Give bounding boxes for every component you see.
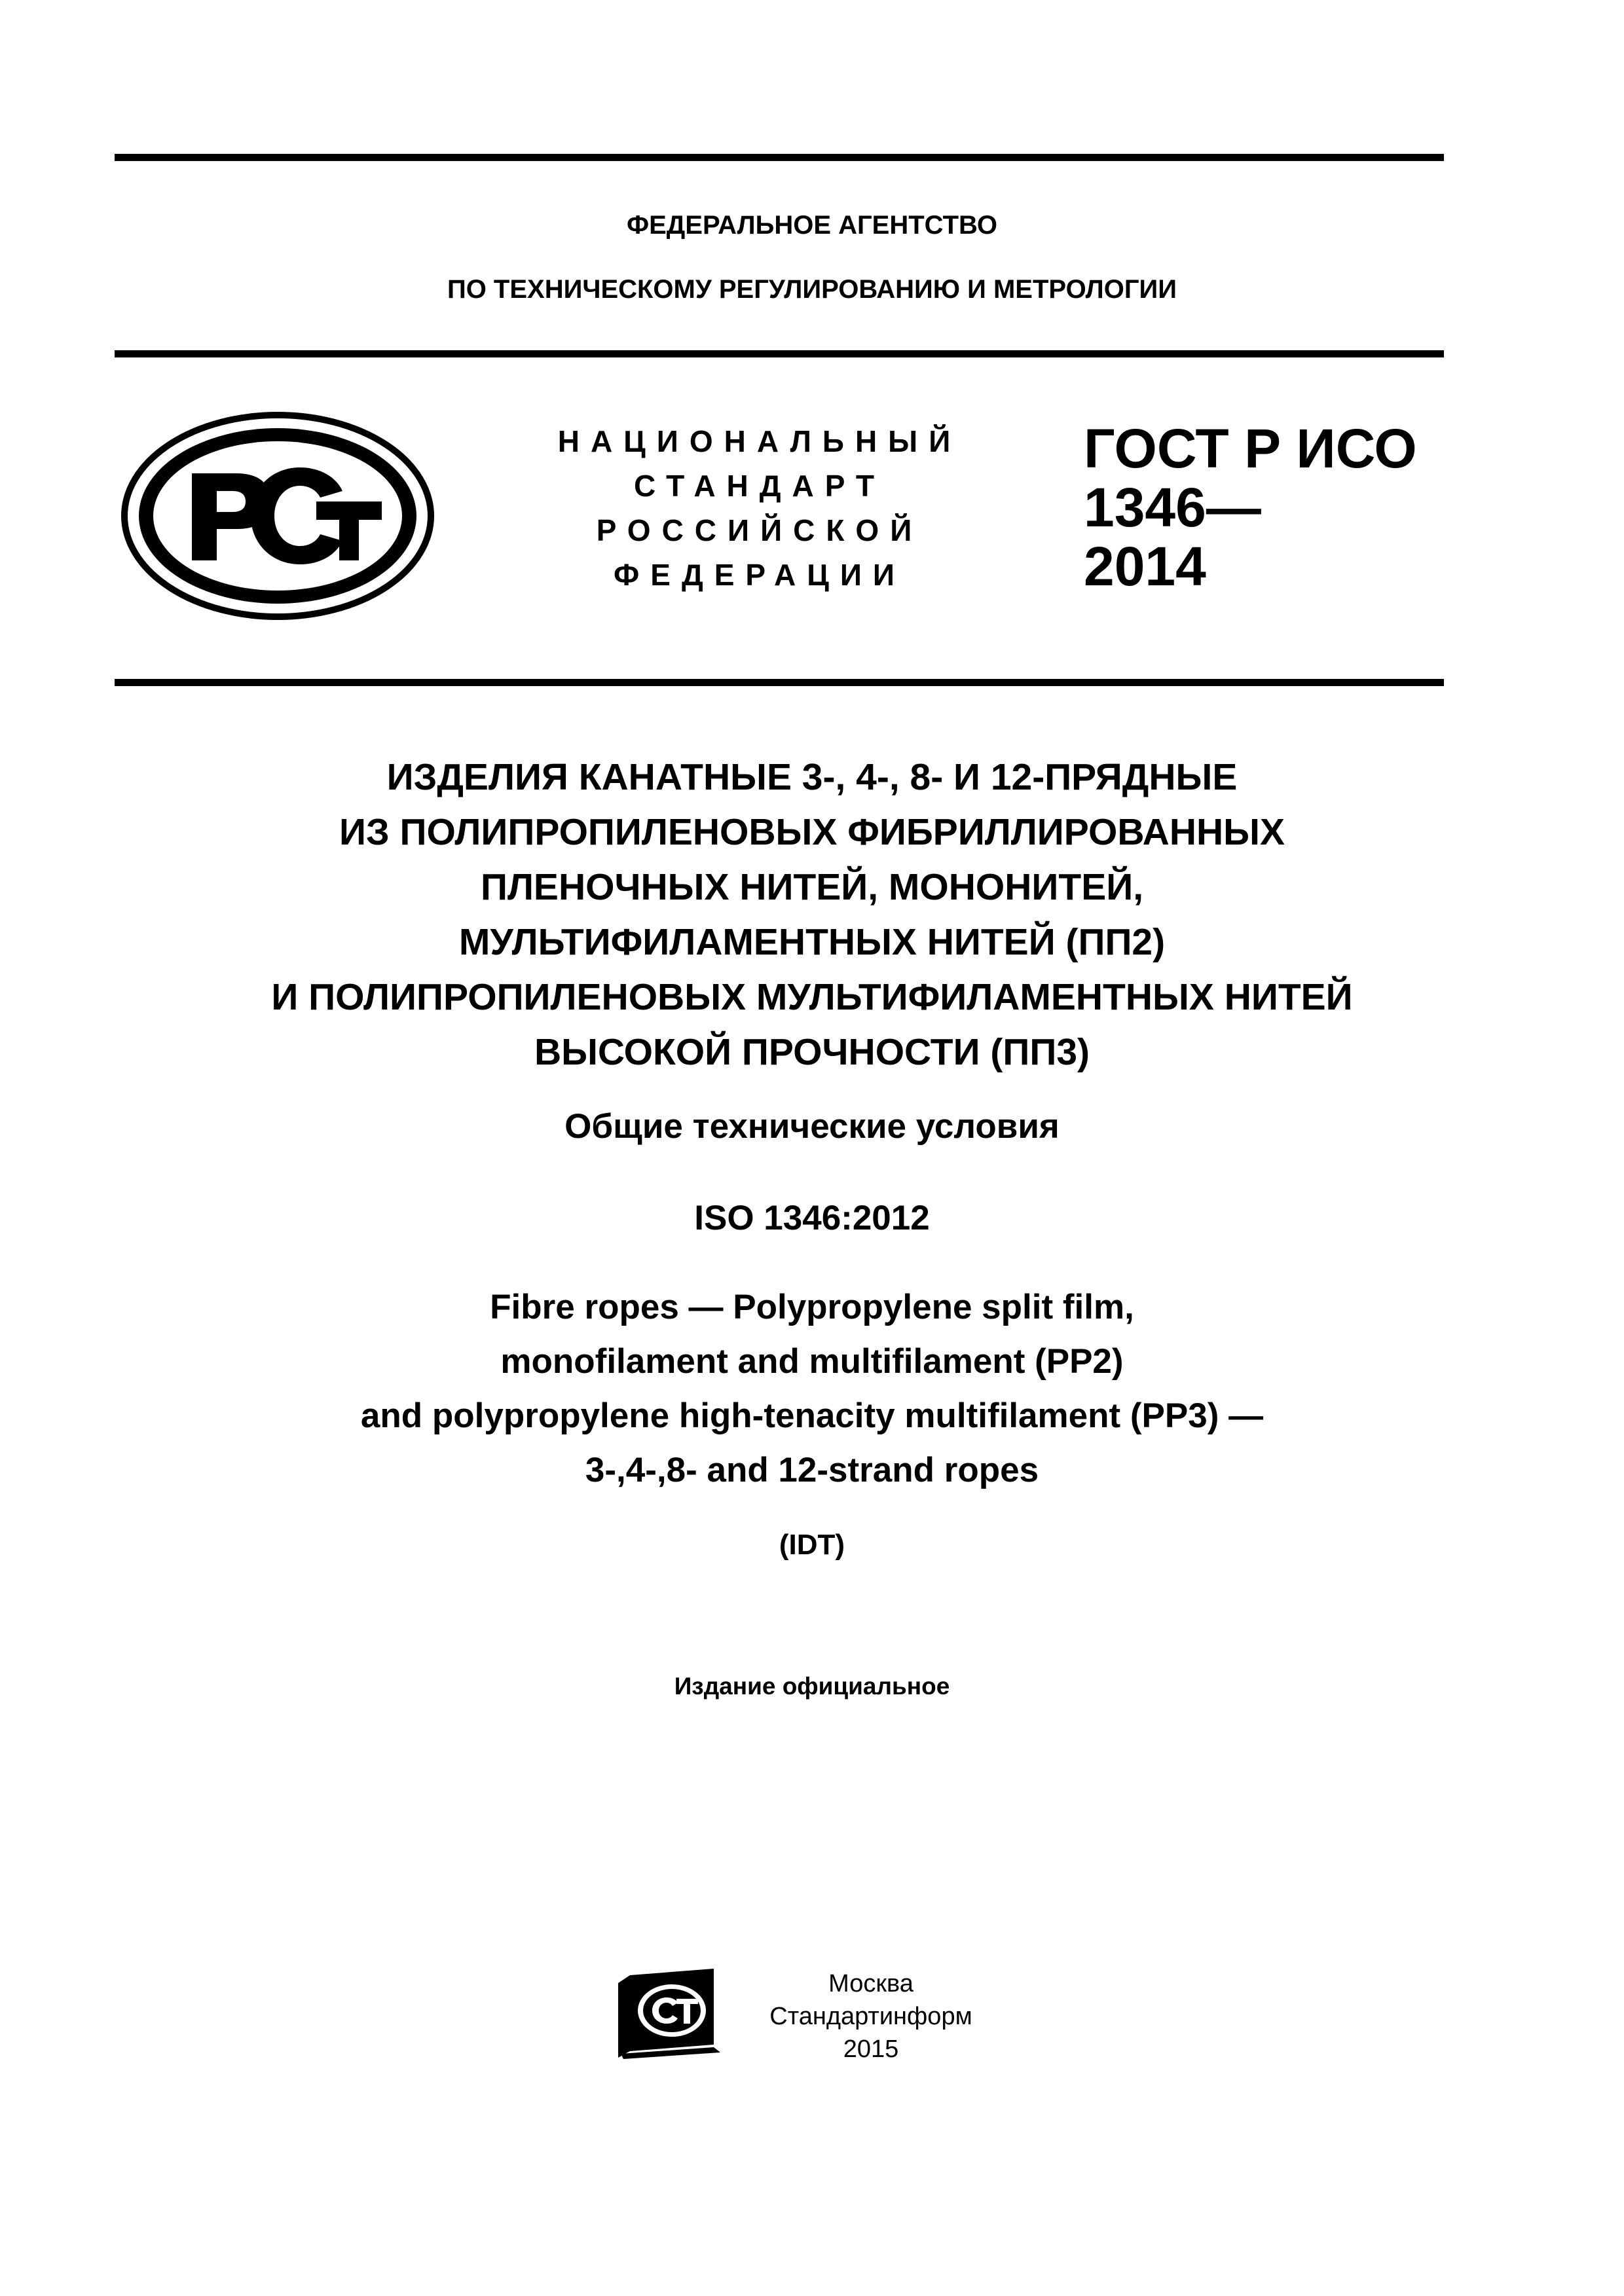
agency-line-2: ПО ТЕХНИЧЕСКОМУ РЕГУЛИРОВАНИЮ И МЕТРОЛОГИИ xyxy=(447,275,1177,304)
russian-title xyxy=(0,750,1624,1080)
en-title-line-4: 3-,4-,8- and 12-strand ropes xyxy=(585,1451,1039,1489)
publisher-block xyxy=(740,1967,1002,2066)
ru-title-line-2: ИЗ ПОЛИПРОПИЛЕНОВЫХ ФИБРИЛЛИРОВАННЫХ xyxy=(339,811,1285,853)
iso-reference: ISO 1346:2012 xyxy=(694,1199,930,1237)
ru-title-line-3: ПЛЕНОЧНЫХ НИТЕЙ, МОНОНИТЕЙ, xyxy=(480,866,1144,908)
designation-line-1: ГОСТ Р ИСО xyxy=(1084,418,1417,479)
equivalence-mark: (IDT) xyxy=(779,1529,845,1561)
en-title-line-1: Fibre ropes — Polypropylene split film, xyxy=(490,1288,1134,1326)
designation-line-2: 1346— xyxy=(1084,477,1261,538)
header-rule xyxy=(115,350,1444,357)
ru-title-line-6: ВЫСОКОЙ ПРОЧНОСТИ (ПП3) xyxy=(534,1031,1090,1073)
en-title-line-3: and polypropylene high-tenacity multifilament (PP3) — xyxy=(360,1396,1264,1435)
national-line-3: РОССИЙСКОЙ xyxy=(596,513,923,547)
top-rule xyxy=(115,154,1444,161)
publication-year: 2015 xyxy=(843,2035,899,2063)
title-rule xyxy=(115,679,1444,686)
edition-label: Издание официальное xyxy=(674,1673,950,1700)
ru-title-line-1: ИЗДЕЛИЯ КАНАТНЫЕ 3-, 4-, 8- И 12-ПРЯДНЫЕ xyxy=(386,756,1238,798)
designation-line-3: 2014 xyxy=(1084,536,1206,597)
agency-line-1: ФЕДЕРАЛЬНОЕ АГЕНТСТВО xyxy=(626,211,998,240)
national-line-2: СТАНДАРТ xyxy=(634,469,885,503)
publisher-name: Стандартинформ xyxy=(769,2003,972,2030)
subtitle: Общие технические условия xyxy=(564,1107,1060,1146)
national-line-4: ФЕДЕРАЦИИ xyxy=(614,558,906,592)
en-title-line-2: monofilament and multifilament (PP2) xyxy=(500,1342,1124,1381)
ru-title-line-4: МУЛЬТИФИЛАМЕНТНЫХ НИТЕЙ (ПП2) xyxy=(458,921,1166,963)
sti-logo-icon xyxy=(616,1967,727,2059)
ru-title-line-5: И ПОЛИПРОПИЛЕНОВЫХ МУЛЬТИФИЛАМЕНТНЫХ НИТЕЙ xyxy=(271,976,1353,1018)
english-title xyxy=(0,1280,1624,1497)
standard-designation xyxy=(1084,419,1417,596)
publisher-city: Москва xyxy=(828,1970,913,1997)
rst-logo-icon xyxy=(120,411,435,621)
national-line-1: НАЦИОНАЛЬНЫЙ xyxy=(557,424,962,458)
national-standard-label xyxy=(537,419,982,597)
